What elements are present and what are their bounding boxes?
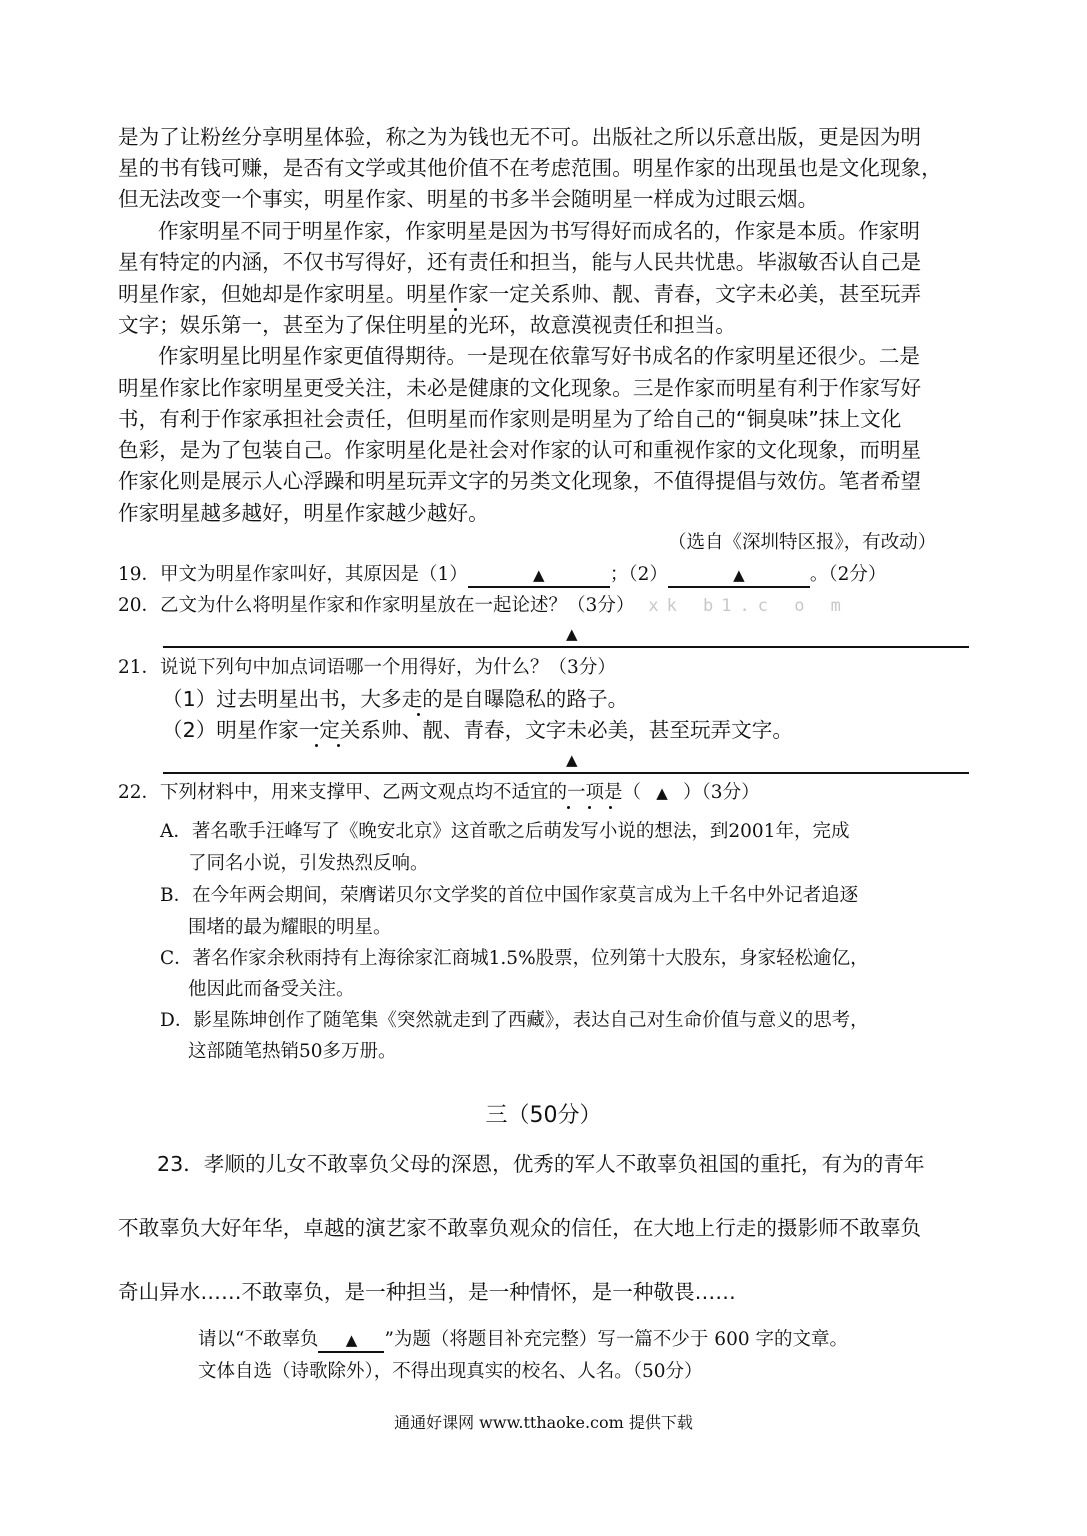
question-21-item-2: （2）明星作家一定关系帅、靓、青春，文字未必美，甚至玩弄文字。: [162, 718, 793, 742]
question-21-text: 21．说说下列句中加点词语哪一个用得好，为什么？（3分）: [118, 657, 616, 678]
passage-line: 作家明星比明星作家更值得期待。一是现在依靠写好书成名的作家明星还很少。二是: [158, 344, 920, 368]
essay-prompt-suffix: ”为题（将题目补充完整）写一篇不少于 600 字的文章。: [384, 1329, 849, 1350]
passage-line: 色彩，是为了包装自己。作家明星化是社会对作家的认可和重视作家的文化现象，而明星: [118, 438, 922, 462]
section-heading: 三（50分）: [485, 1103, 602, 1128]
answer-line-21[interactable]: [163, 772, 969, 774]
option-b-line-2: 围堵的最为耀眼的明星。: [188, 917, 392, 938]
passage-line: 星的书有钱可赚，是否有文学或其他价值不在考虑范围。明星作家的出现虽也是文化现象，: [118, 156, 942, 180]
option-a-line-1: A．著名歌手汪峰写了《晚安北京》这首歌之后萌发写小说的想法，到2001年，完成: [160, 821, 850, 842]
essay-prompt: [198, 1325, 848, 1355]
question-19-suffix: 。（2分）: [809, 564, 887, 585]
source-note: （选自《深圳特区报》，有改动）: [668, 532, 937, 553]
answer-choice-slot[interactable]: [641, 778, 683, 808]
question-23-line: 23．孝顺的儿女不敢辜负父母的深恩，优秀的军人不敢辜负祖国的重托，有为的青年: [157, 1152, 925, 1176]
emphasis-dot: [315, 744, 318, 747]
option-d-line-2: 这部随笔热销50多万册。: [188, 1041, 397, 1062]
question-19-prefix: 19．甲文为明星作家叫好，其原因是（1）: [118, 564, 468, 585]
question-22-prefix: 22．下列材料中，用来支撑甲、乙两文观点均不适宜的一项是（: [118, 782, 642, 803]
option-d-line-1: D．影星陈坤创作了随笔集《突然就走到了西藏》，表达自己对生命价值与意义的思考，: [160, 1010, 869, 1031]
passage-line: 但无法改变一个事实，明星作家、明星的书多半会随明星一样成为过眼云烟。: [118, 187, 819, 211]
passage-line: 作家明星不同于明星作家，作家明星是因为书写得好而成名的，作家是本质。作家明: [158, 219, 920, 243]
question-22: [118, 778, 760, 808]
essay-title-blank[interactable]: [318, 1327, 384, 1353]
passage-line: 是为了让粉丝分享明星体验，称之为为钱也无不可。出版社之所以乐意出版，更是因为明: [118, 125, 922, 149]
question-19: [118, 560, 886, 590]
option-c-line-2: 他因此而备受关注。: [188, 979, 355, 1000]
passage-line: 作家化则是展示人心浮躁和明星玩弄文字的另类文化现象，不值得提倡与效仿。笔者希望: [118, 469, 922, 493]
triangle-marker-icon: ▲: [533, 566, 545, 584]
footer-credit: 通通好课网 www.tthaoke.com 提供下载: [394, 1413, 693, 1432]
passage-line: 作家明星越多越好，明星作家越少越好。: [118, 501, 489, 525]
question-22-suffix: ）（3分）: [683, 782, 760, 803]
passage-line: 星有特定的内涵，不仅书写得好，还有责任和担当，能与人民共忧患。毕淑敏否认自己是: [118, 250, 922, 274]
emphasis-dot: [337, 744, 340, 747]
answer-blank-2[interactable]: [668, 562, 810, 588]
essay-prompt-prefix: 请以“不敢辜负: [198, 1329, 319, 1350]
question-20-text: 20．乙文为什么将明星作家和作家明星放在一起论述？（3分）: [118, 595, 635, 616]
emphasis-dot: [609, 806, 612, 809]
triangle-marker-icon: ▲: [566, 751, 578, 769]
emphasis-dot: [567, 806, 570, 809]
passage-line: 明星作家，但她却是作家明星。明星作家一定关系帅、靓、青春，文字未必美，甚至玩弄: [118, 282, 922, 306]
passage-line: 文字；娱乐第一，甚至为了保住明星的光环，故意漠视责任和担当。: [118, 313, 736, 337]
watermark: xk b1.c o m: [648, 596, 849, 616]
answer-blank-1[interactable]: [468, 562, 610, 588]
triangle-marker-icon: ▲: [345, 1331, 358, 1349]
option-c-line-1: C．著名作家余秋雨持有上海徐家汇商城1.5%股票，位列第十大股东，身家轻松逾亿，: [160, 948, 869, 969]
triangle-marker-icon: ▲: [656, 784, 668, 802]
option-b-line-1: B．在今年两会期间，荣膺诺贝尔文学奖的首位中国作家莫言成为上千名中外记者追逐: [160, 885, 859, 906]
answer-line-20[interactable]: [163, 646, 969, 648]
question-20: [118, 591, 849, 621]
question-21-item-1: （1）过去明星出书，大多走的是自曝隐私的路子。: [162, 687, 629, 711]
question-19-sep: ；（2）: [609, 564, 668, 585]
question-23-line: 奇山异水……不敢辜负，是一种担当，是一种情怀，是一种敬畏……: [118, 1280, 736, 1304]
emphasis-dot: [588, 806, 591, 809]
triangle-marker-icon: ▲: [566, 625, 578, 643]
option-a-line-2: 了同名小说，引发热烈反响。: [188, 853, 429, 874]
question-23-line: 不敢辜负大好年华，卓越的演艺家不敢辜负观众的信任，在大地上行走的摄影师不敢辜负: [118, 1216, 922, 1240]
passage-line: 书，有利于作家承担社会责任，但明星而作家则是明星为了给自己的“铜臭味”抹上文化: [118, 407, 902, 431]
triangle-marker-icon: ▲: [733, 566, 745, 584]
passage-line: 明星作家比作家明星更受关注，未必是健康的文化现象。三是作家而明星有利于作家写好: [118, 376, 922, 400]
essay-prompt-line-2: 文体自选（诗歌除外），不得出现真实的校名、人名。（50分）: [198, 1361, 703, 1382]
